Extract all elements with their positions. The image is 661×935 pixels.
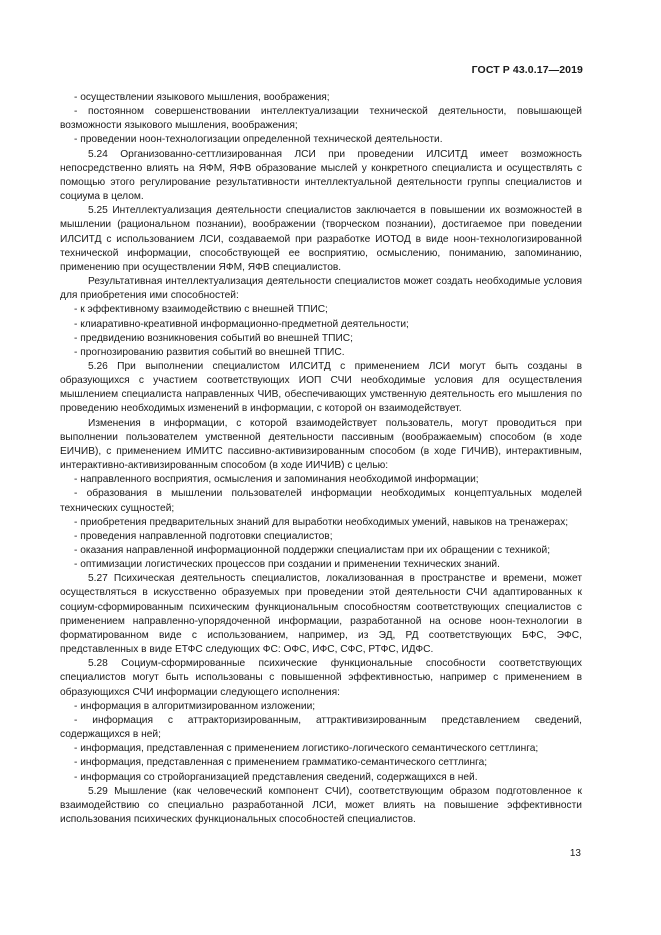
paragraph: Результативная интеллектуализация деятельности специалистов может создать необходимые условия для приобретения ими способностей: xyxy=(60,276,582,302)
list-item: - проведения направленной подготовки специалистов; xyxy=(74,530,333,542)
paragraph: Изменения в информации, с которой взаимодействует пользователь, могут проводиться при выполнении пользователем умственной деятельности пассивным (воображаемым) способом (в ходе ЕИЧИВ), с применением ИМИТС пассивно-активизированным способом (в ходе ГИЧИВ), интерактивным, интерактивно-активизированным способом (в ходе ИИЧИВ) с целью: xyxy=(60,417,582,472)
paragraph: 5.26 При выполнении специалистом ИЛСИТД с применением ЛСИ могут быть созданы в образующихся с участием соответствующих ИОП СЧИ необходимые условия для осуществления мышлением специалиста направленных ЧИВ, обеспечивающих умственную деятельность его мышления по проведению необходимых изменений в информации, с которой он взаимодействует. xyxy=(60,360,582,415)
list-item: - оказания направленной информационной поддержки специалистам при их обращении с техникой; xyxy=(74,545,551,556)
list-item: - образования в мышлении пользователей информации необходимых концептуальных моделей технических сущностей; xyxy=(60,488,582,514)
paragraph: 5.28 Социум-сформированные психические функциональные способности соответствующих специалистов могут быть использованы с повышенной эффективностью, например с применением в образующихся СЧИ информации следующего исполнения: xyxy=(60,658,582,698)
list-item: - направленного восприятия, осмысления и запоминания необходимой информации; xyxy=(74,474,479,486)
paragraph: 5.24 Организованно-сеттлизированная ЛСИ при проведении ИЛСИТД имеет возможность непосредственно влиять на ЯФМ, ЯФВ образование мыслей у конкретного специалиста и осуществлять с помощью этого регулирование результативности интеллектуальной деятельности группы специалистов и социума в целом. xyxy=(60,148,582,203)
paragraph: 5.27 Психическая деятельность специалистов, локализованная в пространстве и времени, может осуществляться в искусственно образуемых при проведении этой деятельности СЧИ адаптированных к социум-сформированным психическим функциональным способностям соответствующих специалистов с применением направленно-упорядоченной информации, разработанной на основе ноон-технологии в форматированном виде с использованием, например, из ЭД, РД соответствующих БФС, ЭФС, представленных в виде ЕТФС следующих ФС: ОФС, ИФС, СФС, РТФС, ИДФС. xyxy=(60,573,582,656)
list-item: - прогнозированию развития событий во внешней ТПИС. xyxy=(74,346,345,358)
list-item: - информация с аттракторизированным, аттрактивизированным представлением сведений, содержащихся в ней; xyxy=(60,714,582,741)
list-item: - приобретения предварительных знаний для выработки необходимых умений, навыков на тренажерах; xyxy=(74,516,569,528)
paragraph: 5.25 Интеллектуализация деятельности специалистов заключается в повышении их возможностей в мышлении (рациональном познании), воображении (творческом познании), достигаемое при поведении ИЛСИТД с использованием ЛСИ, создаваемой при разработке ИОТОД в виде ноон-технологизированной технической информации, способствующей ее восприятию, осмыслению, пониманию, запоминанию, применению при осуществлении ЯФМ, ЯФВ специалистов. xyxy=(60,205,582,273)
list-item: - проведении ноон-технологизации определенной технической деятельности. xyxy=(74,134,443,146)
list-item: - осуществлении языкового мышления, воображения; xyxy=(74,92,330,103)
list-item: - оптимизации логистических процессов при создании и применении технических знаний. xyxy=(74,559,500,571)
page-number: 13 xyxy=(569,848,581,859)
document-header: ГОСТ Р 43.0.17—2019 xyxy=(471,64,583,76)
paragraph: 5.29 Мышление (как человеческий компонент СЧИ), соответствующим образом подготовленное к взаимодействию со специально разработанной ЛСИ, может влиять на повышение эффективности использования психических функциональных способностей специалистов. xyxy=(60,785,582,825)
list-item: - к эффективному взаимодействию с внешней ТПИС; xyxy=(74,304,328,316)
list-item: - информация в алгоритмизированном изложении; xyxy=(74,700,316,712)
list-item: - информация, представленная с применением грамматико-семантического сеттлинга; xyxy=(74,757,488,769)
document-body xyxy=(60,91,582,827)
list-item: - постоянном совершенствовании интеллектуализации технической деятельности, повышающей возможности языкового мышления, воображения; xyxy=(60,106,582,132)
list-item: - информация со стройорганизацией представления сведений, содержащихся в ней. xyxy=(74,771,478,783)
list-item: - информация, представленная с применением логистико-логического семантического сеттлинга; xyxy=(74,743,539,755)
list-item: - клиаративно-креативной информационно-предметной деятельности; xyxy=(74,318,409,330)
list-item: - предвидению возникновения событий во внешней ТПИС; xyxy=(74,332,353,344)
